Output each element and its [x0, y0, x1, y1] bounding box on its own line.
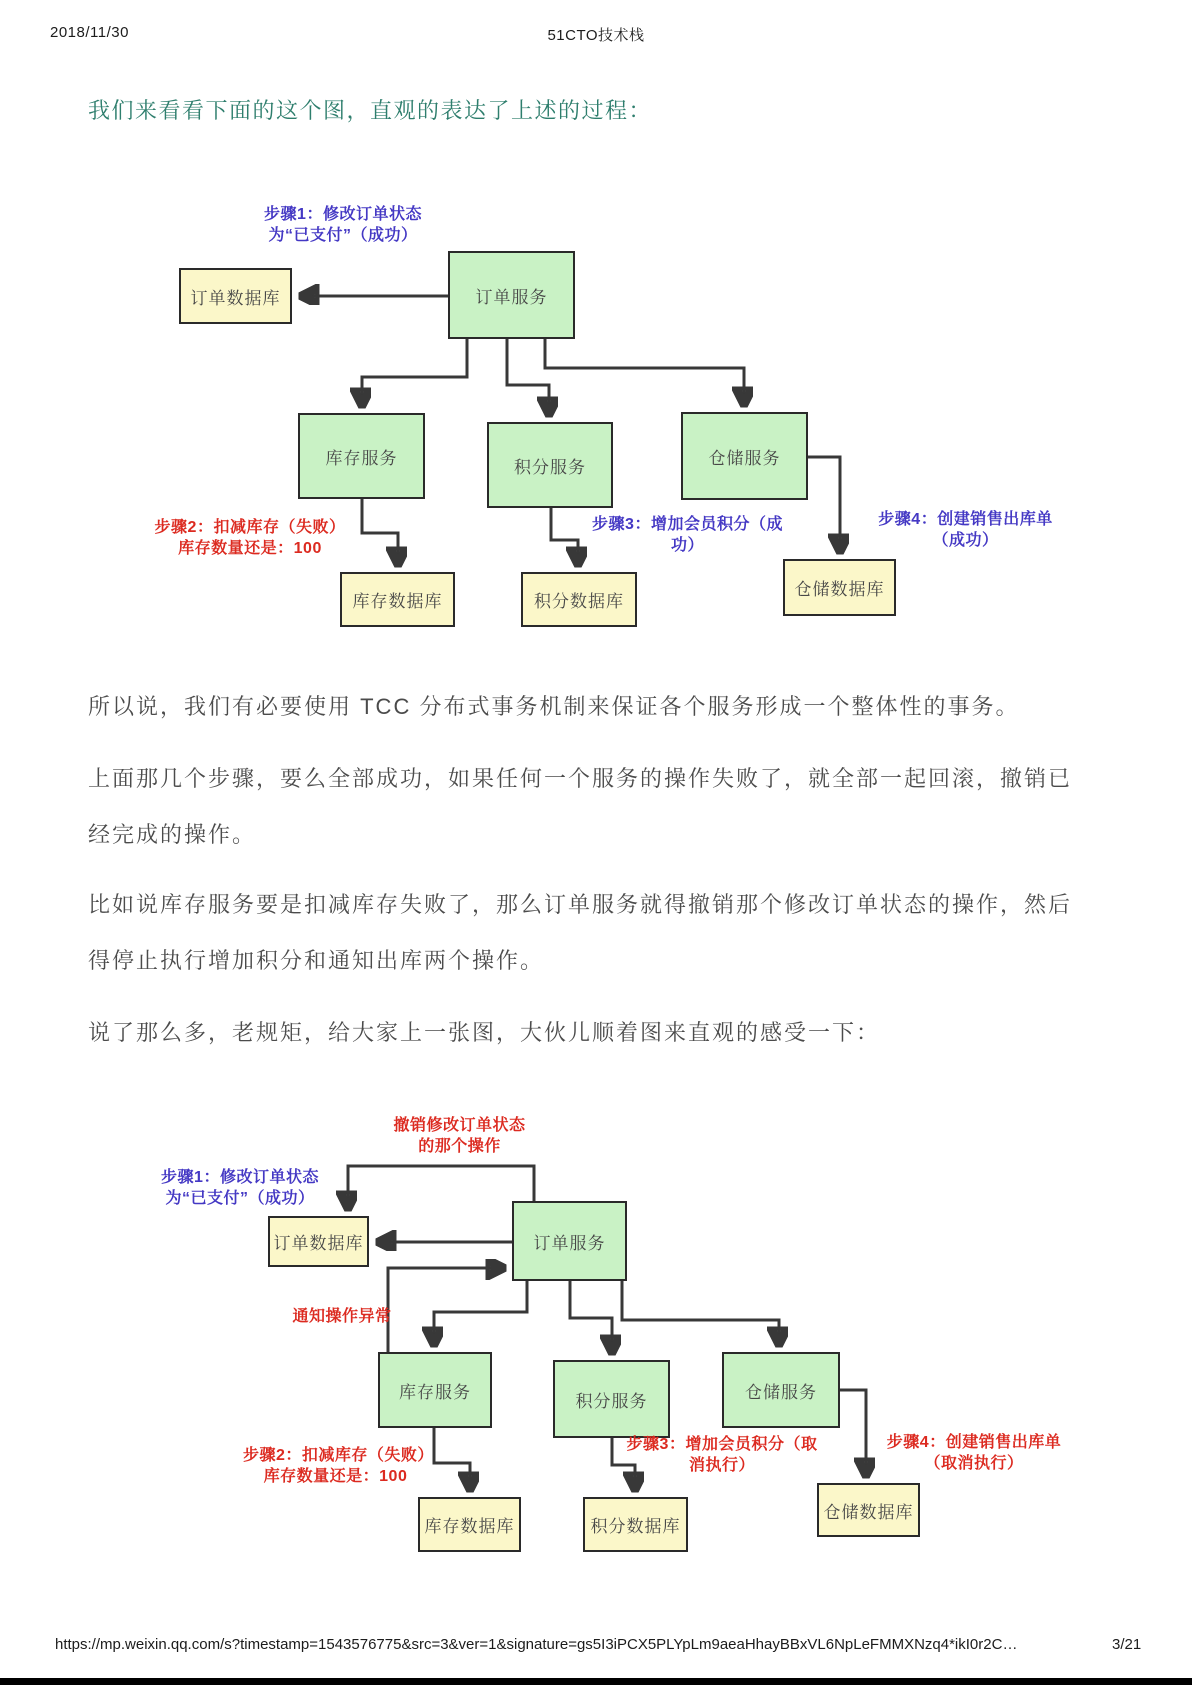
arrow-order-service-to-points-service-2: [570, 1281, 612, 1350]
arrow-stock-service-to-stock-db-2: [434, 1428, 470, 1487]
arrow-undo-loop-to-order-db: [348, 1166, 534, 1206]
diagram2-node-warehouse-db: 仓储数据库: [817, 1483, 920, 1537]
arrow-stock-service-notify-order-service: [388, 1268, 501, 1352]
annotation-line: 步骤1：修改订单状态: [264, 206, 422, 223]
diagram2-step4-annotation: [874, 1432, 1074, 1474]
arrow-order-service-to-warehouse-service: [545, 339, 744, 402]
diagram2-node-points-db: 积分数据库: [583, 1497, 688, 1552]
diagram1-node-order-service: 订单服务: [448, 251, 575, 339]
annotation-line: 为“已支付”（成功）: [165, 1190, 315, 1207]
diagram2-step3-annotation: [622, 1434, 822, 1476]
annotation-line: （取消执行）: [924, 1455, 1024, 1472]
arrow-order-service-to-warehouse-service-2: [622, 1281, 779, 1342]
diagram1-step3-annotation: [585, 514, 790, 556]
annotation-line: 步骤3：增加会员积分（成: [592, 516, 783, 533]
diagram2-node-stock-service: 库存服务: [378, 1352, 492, 1428]
arrow-warehouse-service-to-warehouse-db: [808, 457, 840, 549]
paragraph-line: 比如说库存服务要是扣减库存失败了，那么订单服务就得撤销那个修改订单状态的操作，然后: [88, 892, 1073, 917]
diagram2-node-stock-db: 库存数据库: [418, 1497, 521, 1552]
diagram2-node-points-service: 积分服务: [553, 1360, 670, 1438]
annotation-line: 功）: [670, 537, 704, 554]
annotation-line: 的那个操作: [418, 1138, 501, 1155]
diagram1-node-points-service: 积分服务: [487, 422, 613, 508]
header-title: 51CTO技术栈: [547, 27, 645, 44]
annotation-line: 通知操作异常: [292, 1308, 392, 1325]
annotation-line: 步骤1：修改订单状态: [161, 1169, 319, 1186]
annotation-line: 步骤2：扣减库存（失败）: [154, 519, 346, 536]
annotation-line: 撤销修改订单状态: [393, 1117, 526, 1134]
arrow-points-service-to-points-db: [551, 508, 578, 562]
annotation-line: 库存数量还是：100: [178, 540, 322, 557]
diagram1-node-points-db: 积分数据库: [521, 572, 637, 627]
intro-heading: 我们来看看下面的这个图，直观的表达了上述的过程：: [88, 98, 653, 123]
diagram1-step2-annotation: [145, 517, 355, 559]
diagram2-node-order-db: 订单数据库: [268, 1216, 369, 1267]
bottom-border-bar: [0, 1678, 1192, 1685]
diagram1-node-stock-db: 库存数据库: [340, 572, 455, 627]
annotation-line: 消执行）: [688, 1457, 755, 1474]
diagram2-node-order-service: 订单服务: [512, 1201, 627, 1281]
diagram1-node-warehouse-db: 仓储数据库: [783, 559, 896, 616]
arrow-order-service-to-points-service: [507, 339, 549, 412]
paragraph-line: 上面那几个步骤，要么全部成功，如果任何一个服务的操作失败了，就全部一起回滚，撤销已: [88, 766, 1073, 791]
diagram1-node-warehouse-service: 仓储服务: [681, 412, 808, 500]
annotation-line: 库存数量还是：100: [263, 1468, 408, 1485]
annotation-line: 步骤4：创建销售出库单: [886, 1434, 1062, 1451]
paragraph-line: 说了那么多，老规矩，给大家上一张图，大伙儿顺着图来直观的感受一下：: [88, 1020, 881, 1045]
diagram2-step1-annotation: [155, 1167, 325, 1209]
diagram2-step2-annotation: [243, 1445, 434, 1487]
annotation-line: 步骤4：创建销售出库单: [878, 511, 1053, 528]
paragraph-line: 得停止执行增加积分和通知出库两个操作。: [88, 948, 545, 973]
annotation-line: 步骤3：增加会员积分（取: [626, 1436, 818, 1453]
annotation-line: 步骤2：扣减库存（失败）: [243, 1447, 434, 1464]
arrow-order-service-to-stock-service-2: [434, 1281, 527, 1342]
arrow-stock-service-to-stock-db: [362, 499, 398, 562]
arrow-warehouse-service-to-warehouse-db-2: [840, 1390, 866, 1473]
diagram1-node-stock-service: 库存服务: [298, 413, 425, 499]
annotation-line: 为“已支付”（成功）: [268, 227, 418, 244]
arrow-order-service-to-stock-service: [362, 339, 467, 403]
diagram2-node-warehouse-service: 仓储服务: [722, 1352, 840, 1428]
diagram1-node-order-db: 订单数据库: [179, 268, 292, 324]
paragraph-line: 经完成的操作。: [88, 822, 257, 847]
diagram2-notify-annotation: [286, 1306, 398, 1327]
diagram1-step1-annotation: [233, 204, 453, 246]
annotation-line: （成功）: [932, 532, 999, 549]
paragraph-line: 所以说，我们有必要使用 TCC 分布式事务机制来保证各个服务形成一个整体性的事务。: [88, 694, 1020, 719]
footer-page-number: 3/21: [1112, 1636, 1142, 1653]
header-date: 2018/11/30: [50, 24, 129, 41]
diagram2-undo-annotation: [382, 1115, 537, 1157]
diagram1-step4-annotation: [863, 509, 1068, 551]
footer-url: https://mp.weixin.qq.com/s?timestamp=1543576775&src=3&ver=1&signature=gs5I3iPCX5PLYpLm9aeaHhayBBxVL6NpLeFMMXNzq4*ikI0r2C…: [55, 1636, 1018, 1653]
